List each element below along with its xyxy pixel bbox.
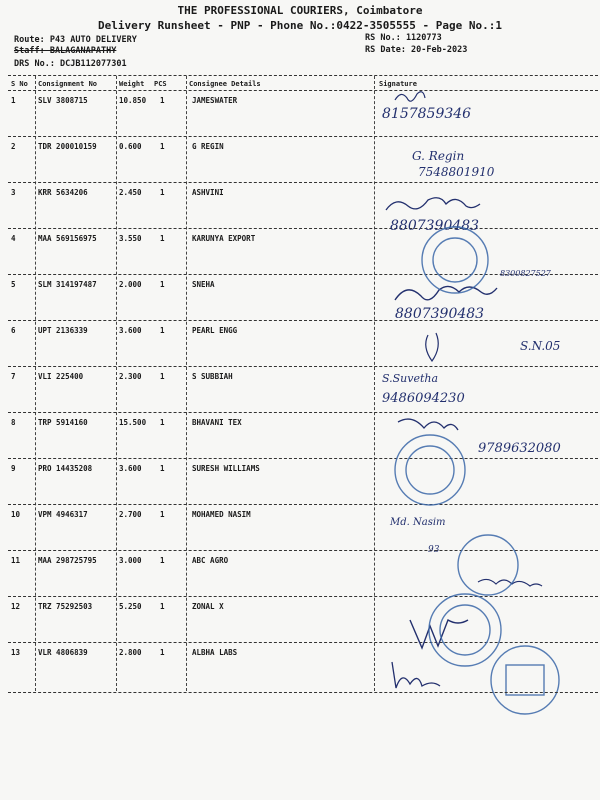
route-label: Route: P43 AUTO DELIVERY — [14, 35, 137, 45]
row-pieces: 1 — [160, 556, 165, 565]
row-consignee: ZONAL X — [192, 602, 224, 611]
row-consignment-number: TRZ 75292503 — [38, 602, 93, 611]
row-pieces: 1 — [160, 464, 165, 473]
row-serial-number: 3 — [11, 188, 16, 197]
col-header-consignee: Consignee Details — [189, 80, 261, 88]
row-serial-number: 7 — [11, 372, 16, 381]
row-serial-number: 6 — [11, 326, 16, 335]
col-header-sno: S No — [11, 80, 28, 88]
col-header-pcs: PCS — [154, 80, 167, 88]
row-serial-number: 12 — [11, 602, 21, 611]
row-serial-number: 11 — [11, 556, 21, 565]
signature-scribble — [392, 662, 440, 688]
table-bottom-rule — [8, 692, 598, 693]
row-serial-number: 9 — [11, 464, 16, 473]
row-serial-number: 8 — [11, 418, 16, 427]
row-pieces: 1 — [160, 648, 165, 657]
row-consignee: JAMESWATER — [192, 96, 238, 105]
company-stamp-inner — [433, 238, 477, 282]
row-consignee: BHAVANI TEX — [192, 418, 242, 427]
handwritten-name: Md. Nasim — [390, 517, 446, 528]
row-consignment-number: VLR 4806839 — [38, 648, 88, 657]
company-title: THE PROFESSIONAL COURIERS, Coimbatore — [177, 4, 423, 17]
row-consignee: G REGIN — [192, 142, 224, 151]
row-serial-number: 5 — [11, 280, 16, 289]
row-consignee: KARUNYA EXPORT — [192, 234, 256, 243]
company-stamp — [491, 646, 559, 714]
row-serial-number: 2 — [11, 142, 16, 151]
col-header-signature: Signature — [379, 80, 417, 88]
row-consignment-number: TDR 200010159 — [38, 142, 97, 151]
row-weight: 0.600 — [119, 142, 142, 151]
company-stamp-date-box — [506, 665, 544, 695]
handwritten-note: S.N.05 — [520, 339, 561, 353]
row-consignment-number: MAA 298725795 — [38, 556, 97, 565]
row-weight: 3.600 — [119, 464, 142, 473]
handwritten-phone: 9789632080 — [478, 441, 561, 456]
handwritten-note: 93 — [428, 545, 440, 555]
row-pieces: 1 — [160, 280, 165, 289]
drs-number: DRS No.: DCJB112077301 — [14, 59, 127, 69]
row-consignment-number: KRR 5634206 — [38, 188, 88, 197]
row-weight: 2.700 — [119, 510, 142, 519]
row-consignee: S SUBBIAH — [192, 372, 233, 381]
company-stamp — [458, 535, 518, 595]
row-consignee: ASHVINI — [192, 188, 224, 197]
signature-scribble — [395, 92, 425, 101]
row-pieces: 1 — [160, 142, 165, 151]
row-consignment-number: TRP 5914160 — [38, 418, 88, 427]
row-consignee: SURESH WILLIAMS — [192, 464, 260, 473]
signature-scribble — [398, 419, 458, 430]
handwritten-name: S.Suvetha — [382, 372, 439, 385]
row-consignment-number: MAA 569156975 — [38, 234, 97, 243]
row-serial-number: 1 — [11, 96, 16, 105]
handwritten-phone: 8807390483 — [390, 218, 480, 234]
rs-number: RS No.: 1120773 — [365, 33, 442, 43]
row-weight: 10.850 — [119, 96, 147, 105]
signature-scribble — [410, 620, 468, 648]
row-serial-number: 4 — [11, 234, 16, 243]
row-consignee: ABC AGRO — [192, 556, 229, 565]
row-weight: 2.800 — [119, 648, 142, 657]
row-consignment-number: UPT 2136339 — [38, 326, 88, 335]
row-weight: 5.250 — [119, 602, 142, 611]
row-consignee: ALBHA LABS — [192, 648, 238, 657]
row-consignment-number: SLV 3808715 — [38, 96, 88, 105]
row-consignment-number: SLM 314197487 — [38, 280, 97, 289]
row-consignment-number: PRO 14435208 — [38, 464, 93, 473]
row-pieces: 1 — [160, 418, 165, 427]
row-pieces: 1 — [160, 510, 165, 519]
staff-label: Staff: BALAGANAPATHY — [14, 46, 117, 56]
handwritten-phone: 8807390483 — [395, 306, 485, 322]
row-weight: 3.000 — [119, 556, 142, 565]
col-header-weight: Weight — [119, 80, 145, 88]
handwritten-phone: 9486094230 — [382, 391, 465, 406]
row-consignee: MOHAMED NASIM — [192, 510, 251, 519]
row-pieces: 1 — [160, 326, 165, 335]
rs-date: RS Date: 20-Feb-2023 — [365, 45, 468, 55]
company-stamp-inner — [406, 446, 454, 494]
runsheet-subtitle: Delivery Runsheet - PNP - Phone No.:0422-3505555 - Page No.:1 — [98, 19, 502, 32]
row-weight: 2.000 — [119, 280, 142, 289]
row-pieces: 1 — [160, 234, 165, 243]
signature-scribble — [395, 286, 497, 300]
row-pieces: 1 — [160, 372, 165, 381]
row-weight: 3.600 — [119, 326, 142, 335]
row-weight: 2.450 — [119, 188, 142, 197]
row-pieces: 1 — [160, 188, 165, 197]
handwritten-phone: 8300827527 — [500, 269, 551, 278]
row-consignee: PEARL ENGG — [192, 326, 238, 335]
handwritten-phone: 8157859346 — [382, 106, 472, 122]
row-consignment-number: VLI 225400 — [38, 372, 84, 381]
row-consignment-number: VPM 4946317 — [38, 510, 88, 519]
handwritten-phone: 7548801910 — [418, 165, 495, 179]
row-pieces: 1 — [160, 96, 165, 105]
row-consignee: SNEHA — [192, 280, 215, 289]
row-serial-number: 13 — [11, 648, 21, 657]
row-weight: 15.500 — [119, 418, 147, 427]
handwritten-name: G. Regin — [412, 149, 465, 163]
row-pieces: 1 — [160, 602, 165, 611]
signature-scribble — [426, 333, 439, 361]
row-weight: 2.300 — [119, 372, 142, 381]
row-weight: 3.550 — [119, 234, 142, 243]
company-stamp-inner — [440, 605, 490, 655]
col-header-consignment: Consignment No — [38, 80, 98, 88]
row-serial-number: 10 — [11, 510, 21, 519]
signature-scribble — [386, 198, 480, 210]
company-stamp — [422, 227, 488, 293]
